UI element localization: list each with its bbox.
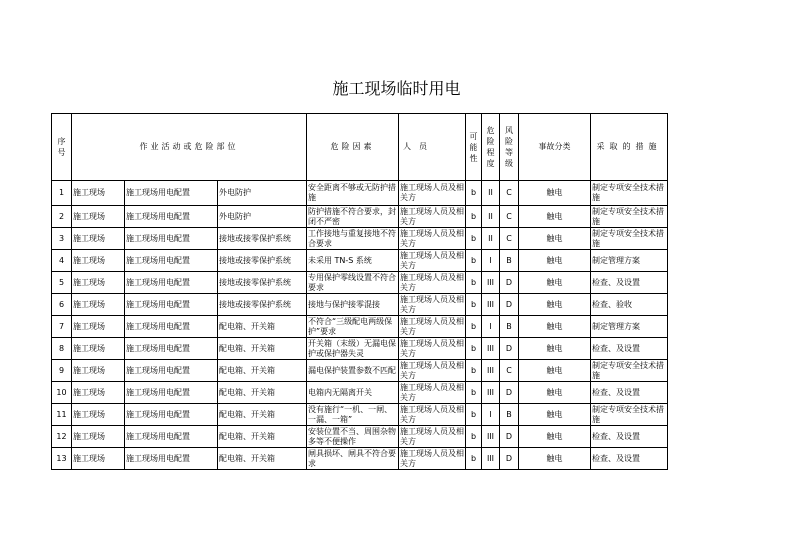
cell-hazard-factor: 闸具损坏、闸具不符合要求 <box>307 448 399 470</box>
cell-measure: 检查、及设置 <box>591 272 668 294</box>
cell-config: 施工现场用电配置 <box>125 294 218 316</box>
cell-site: 施工现场 <box>72 404 125 426</box>
cell-personnel: 施工现场人员及相关方 <box>400 228 464 248</box>
cell-personnel: 施工现场人员及相关方 <box>399 181 466 206</box>
cell-part: 接地或接零保护系统 <box>218 228 307 250</box>
cell-config: 施工现场用电配置 <box>125 206 218 228</box>
cell-site: 施工现场 <box>72 338 125 360</box>
cell-personnel: 施工现场人员及相关方 <box>400 294 464 314</box>
row-number: 5 <box>52 272 72 294</box>
cell-config: 施工现场用电配置 <box>125 272 218 294</box>
cell-accident-category: 触电 <box>519 338 591 360</box>
cell-measure: 制定专项安全技术措施 <box>591 404 668 426</box>
header-severity: 危险程度 <box>482 114 500 181</box>
cell-risk-level: D <box>500 338 519 360</box>
cell-hazard-factor: 接地与保护接零混接 <box>307 294 399 316</box>
table-row <box>52 338 668 360</box>
header-category: 事故分类 <box>519 114 591 181</box>
cell-severity: III <box>482 382 500 404</box>
cell-config: 施工现场用电配置 <box>125 181 218 206</box>
cell-part: 配电箱、开关箱 <box>218 448 307 470</box>
cell-part: 接地或接零保护系统 <box>218 250 307 272</box>
cell-risk-level: C <box>500 181 519 206</box>
cell-risk-level: B <box>500 404 519 426</box>
cell-part: 配电箱、开关箱 <box>218 316 307 338</box>
cell-config: 施工现场用电配置 <box>125 228 218 250</box>
row-number: 13 <box>52 448 72 470</box>
cell-site: 施工现场 <box>72 426 125 448</box>
cell-risk-level: C <box>500 360 519 382</box>
cell-measure: 制定管理方案 <box>591 250 668 272</box>
cell-hazard-factor: 不符合“三级配电两级保护”要求 <box>307 316 399 338</box>
cell-severity: I <box>482 316 500 338</box>
cell-site: 施工现场 <box>72 448 125 470</box>
cell-accident-category: 触电 <box>519 294 591 316</box>
cell-possibility: b <box>466 360 482 382</box>
cell-config: 施工现场用电配置 <box>125 426 218 448</box>
cell-accident-category: 触电 <box>519 228 591 250</box>
cell-hazard-factor: 专用保护零线设置不符合要求 <box>307 272 399 294</box>
cell-config: 施工现场用电配置 <box>125 338 218 360</box>
cell-accident-category: 触电 <box>519 404 591 426</box>
cell-hazard-factor: 安全距离不够或无防护措施 <box>307 181 399 206</box>
cell-part: 外电防护 <box>218 181 307 206</box>
cell-hazard-factor: 电箱内无隔离开关 <box>307 382 399 404</box>
cell-personnel: 施工现场人员及相关方 <box>400 426 464 446</box>
row-number: 2 <box>52 206 72 228</box>
row-number: 4 <box>52 250 72 272</box>
cell-hazard-factor: 开关箱（末级）无漏电保护或保护器失灵 <box>307 338 399 360</box>
cell-hazard-factor: 漏电保护装置参数不匹配 <box>307 360 399 382</box>
cell-site: 施工现场 <box>72 360 125 382</box>
cell-measure: 检查、及设置 <box>591 426 668 448</box>
cell-possibility: b <box>466 294 482 316</box>
header-seq: 序号 <box>52 114 72 181</box>
cell-measure: 制定专项安全技术措施 <box>591 206 668 228</box>
table-row <box>52 316 668 338</box>
cell-possibility: b <box>466 272 482 294</box>
cell-measure: 制定专项安全技术措施 <box>591 181 668 206</box>
cell-site: 施工现场 <box>72 316 125 338</box>
cell-personnel: 施工现场人员及相关方 <box>400 206 464 226</box>
cell-risk-level: D <box>500 426 519 448</box>
cell-config: 施工现场用电配置 <box>125 316 218 338</box>
cell-site: 施工现场 <box>72 228 125 250</box>
table-row <box>52 250 668 272</box>
cell-measure: 检查、及设置 <box>591 448 668 470</box>
header-risk: 风险等级 <box>500 114 519 181</box>
table-row <box>52 404 668 426</box>
cell-measure: 检查、验收 <box>591 294 668 316</box>
cell-severity: III <box>482 338 500 360</box>
table-header-row <box>52 114 668 181</box>
row-number: 8 <box>52 338 72 360</box>
cell-risk-level: C <box>500 206 519 228</box>
cell-measure: 检查、及设置 <box>591 382 668 404</box>
cell-risk-level: D <box>500 448 519 470</box>
row-number: 9 <box>52 360 72 382</box>
cell-hazard-factor: 工作接地与重复接地不符合要求 <box>307 228 399 250</box>
cell-measure: 制定专项安全技术措施 <box>591 228 668 250</box>
header-activity: 作业活动或危险部位 <box>72 114 307 181</box>
cell-personnel: 施工现场人员及相关方 <box>400 338 464 358</box>
cell-personnel: 施工现场人员及相关方 <box>400 404 464 424</box>
row-number: 7 <box>52 316 72 338</box>
cell-severity: III <box>482 272 500 294</box>
cell-accident-category: 触电 <box>519 206 591 228</box>
cell-site: 施工现场 <box>72 206 125 228</box>
row-number: 3 <box>52 228 72 250</box>
cell-possibility: b <box>466 206 482 228</box>
cell-severity: II <box>482 228 500 250</box>
cell-personnel: 施工现场人员及相关方 <box>400 272 464 292</box>
cell-part: 配电箱、开关箱 <box>218 404 307 426</box>
cell-site: 施工现场 <box>72 294 125 316</box>
cell-site: 施工现场 <box>72 250 125 272</box>
cell-accident-category: 触电 <box>519 316 591 338</box>
cell-config: 施工现场用电配置 <box>125 404 218 426</box>
cell-possibility: b <box>466 228 482 250</box>
cell-accident-category: 触电 <box>519 181 591 206</box>
cell-severity: III <box>482 360 500 382</box>
header-personnel: 人 员 <box>399 114 466 181</box>
cell-possibility: b <box>466 316 482 338</box>
cell-hazard-factor: 没有施行“一机、一闸、一漏、一箱” <box>307 404 399 426</box>
cell-accident-category: 触电 <box>519 382 591 404</box>
table-row <box>52 426 668 448</box>
cell-part: 配电箱、开关箱 <box>218 382 307 404</box>
cell-config: 施工现场用电配置 <box>125 250 218 272</box>
cell-measure: 制定专项安全技术措施 <box>591 360 668 382</box>
table-row <box>52 382 668 404</box>
cell-risk-level: D <box>500 272 519 294</box>
row-number: 10 <box>52 382 72 404</box>
row-number: 12 <box>52 426 72 448</box>
cell-severity: III <box>482 294 500 316</box>
header-factor: 危险因素 <box>307 114 399 181</box>
cell-config: 施工现场用电配置 <box>125 360 218 382</box>
cell-accident-category: 触电 <box>519 250 591 272</box>
cell-hazard-factor: 未采用 TN-S 系统 <box>307 250 399 272</box>
cell-possibility: b <box>466 338 482 360</box>
table-row <box>52 206 668 228</box>
cell-severity: II <box>482 206 500 228</box>
table-row <box>52 294 668 316</box>
cell-personnel: 施工现场人员及相关方 <box>400 360 464 380</box>
row-number: 11 <box>52 404 72 426</box>
cell-hazard-factor: 安装位置不当、周围杂物多等不便操作 <box>307 426 399 448</box>
cell-personnel: 施工现场人员及相关方 <box>400 448 464 468</box>
cell-config: 施工现场用电配置 <box>125 448 218 470</box>
cell-part: 接地或接零保护系统 <box>218 272 307 294</box>
cell-part: 接地或接零保护系统 <box>218 294 307 316</box>
cell-possibility: b <box>466 448 482 470</box>
cell-site: 施工现场 <box>72 272 125 294</box>
table-row <box>52 448 668 470</box>
cell-part: 配电箱、开关箱 <box>218 360 307 382</box>
cell-accident-category: 触电 <box>519 272 591 294</box>
cell-config: 施工现场用电配置 <box>125 382 218 404</box>
cell-severity: III <box>482 426 500 448</box>
header-measures: 采取的措施 <box>591 114 668 181</box>
cell-measure: 检查、及设置 <box>591 338 668 360</box>
cell-possibility: b <box>466 181 482 206</box>
cell-risk-level: D <box>500 294 519 316</box>
cell-risk-level: D <box>500 382 519 404</box>
cell-risk-level: B <box>500 316 519 338</box>
cell-severity: I <box>482 250 500 272</box>
cell-hazard-factor: 防护措施不符合要求，封闭不严密 <box>307 206 399 228</box>
cell-site: 施工现场 <box>72 181 125 206</box>
cell-possibility: b <box>466 250 482 272</box>
row-number: 6 <box>52 294 72 316</box>
header-possibility: 可能性 <box>466 114 482 181</box>
cell-accident-category: 触电 <box>519 360 591 382</box>
table-row <box>52 228 668 250</box>
cell-site: 施工现场 <box>72 382 125 404</box>
table-row <box>52 181 668 206</box>
row-number: 1 <box>52 181 72 206</box>
cell-personnel: 施工现场人员及相关方 <box>400 316 464 336</box>
cell-severity: III <box>482 448 500 470</box>
table-row <box>52 272 668 294</box>
cell-risk-level: B <box>500 250 519 272</box>
cell-personnel: 施工现场人员及相关方 <box>400 250 464 270</box>
cell-part: 配电箱、开关箱 <box>218 426 307 448</box>
cell-accident-category: 触电 <box>519 448 591 470</box>
cell-personnel: 施工现场人员及相关方 <box>400 382 464 402</box>
cell-possibility: b <box>466 382 482 404</box>
page-title: 施工现场临时用电 <box>332 79 461 98</box>
cell-part: 配电箱、开关箱 <box>218 338 307 360</box>
cell-measure: 制定管理方案 <box>591 316 668 338</box>
cell-part: 外电防护 <box>218 206 307 228</box>
hazard-table <box>51 113 668 470</box>
cell-severity: II <box>482 181 500 206</box>
cell-severity: I <box>482 404 500 426</box>
table-row <box>52 360 668 382</box>
cell-accident-category: 触电 <box>519 426 591 448</box>
cell-possibility: b <box>466 426 482 448</box>
cell-possibility: b <box>466 404 482 426</box>
cell-risk-level: C <box>500 228 519 250</box>
